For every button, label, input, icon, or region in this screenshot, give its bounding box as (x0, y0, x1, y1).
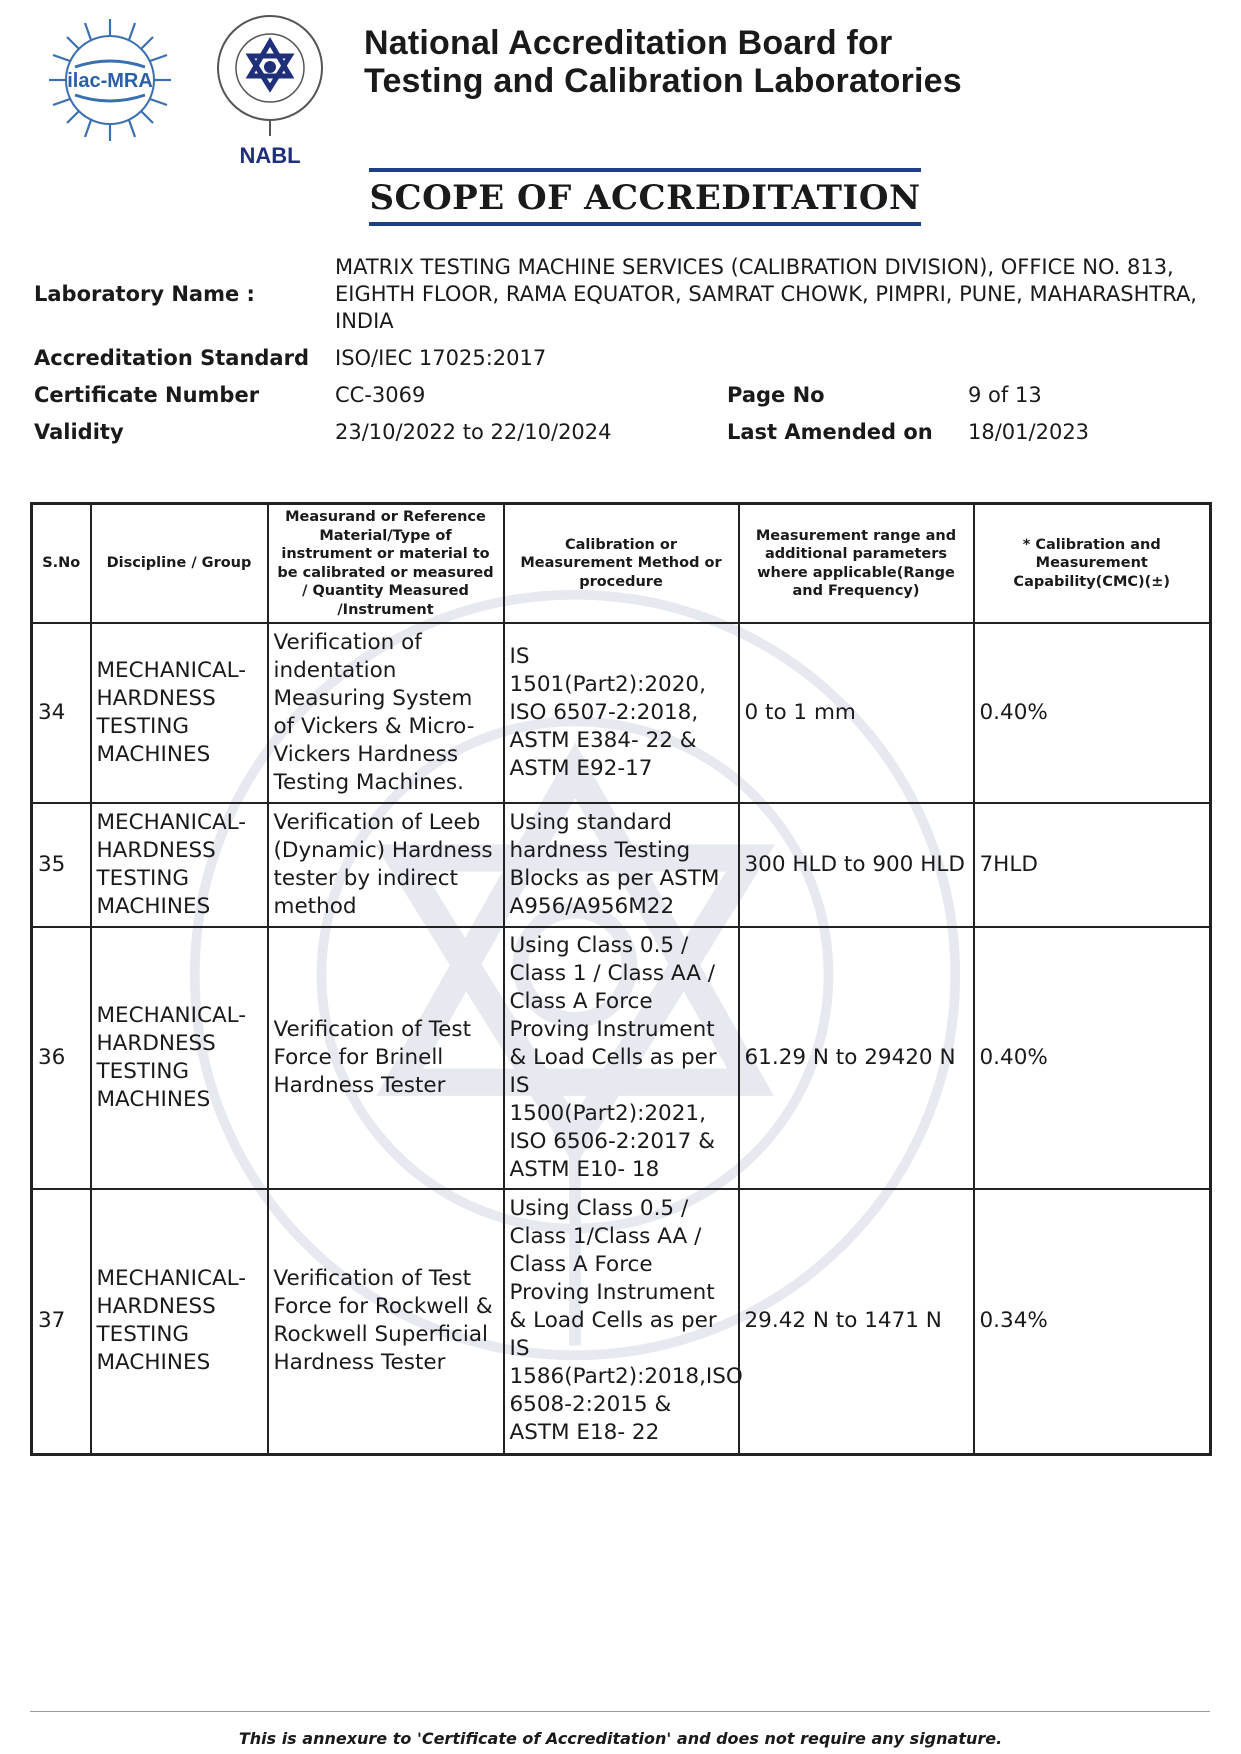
certificate-number-label: Certificate Number (34, 383, 260, 407)
cell-measurand: Verification of Leeb (Dynamic) Hardness tester by indirect method (268, 803, 504, 927)
cell-discipline: MECHANICAL- HARDNESS TESTING MACHINES (91, 623, 268, 803)
cell-method: Using standard hardness Testing Blocks as per ASTM A956/A956M22 (504, 803, 739, 927)
cell-sno: 37 (32, 1189, 91, 1454)
last-amended-label: Last Amended on (727, 420, 933, 444)
scope-title-block (369, 168, 921, 226)
table-row (32, 927, 1211, 1189)
table-row (32, 1189, 1211, 1454)
last-amended-value: 18/01/2023 (968, 420, 1090, 444)
cell-range: 300 HLD to 900 HLD (739, 803, 974, 927)
cell-sno: 35 (32, 803, 91, 927)
scope-table (30, 502, 1212, 1456)
cell-discipline: MECHANICAL- HARDNESS TESTING MACHINES (91, 927, 268, 1189)
header-sno: S.No (32, 504, 91, 624)
header-method: Calibration or Measurement Method or procedure (504, 504, 739, 624)
cell-method: Using Class 0.5 / Class 1/Class AA / Class A Force Proving Instrument & Load Cells as per IS 1586(Part2):2018,ISO 6508-2:2015 & ASTM E18- 22 (504, 1189, 739, 1454)
cell-cmc: 0.40% (974, 623, 1211, 803)
cell-sno: 36 (32, 927, 91, 1189)
cell-range: 29.42 N to 1471 N (739, 1189, 974, 1454)
lab-name-line-3: INDIA (335, 309, 394, 333)
standard-label: Accreditation Standard (34, 346, 309, 370)
cell-method: Using Class 0.5 / Class 1 / Class AA / Class A Force Proving Instrument & Load Cells as per IS 1500(Part2):2021, ISO 6506-2:2017 & ASTM E10- 18 (504, 927, 739, 1189)
cell-method: IS 1501(Part2):2020, ISO 6507-2:2018, ASTM E384- 22 & ASTM E92-17 (504, 623, 739, 803)
lab-name-value (335, 254, 1197, 335)
scope-title: SCOPE OF ACCREDITATION (369, 178, 921, 218)
certificate-number-value: CC-3069 (335, 383, 426, 407)
nabl-logo (210, 12, 330, 172)
svg-text:NABL: NABL (239, 143, 301, 168)
header-range: Measurement range and additional parameters where applicable(Range and Frequency) (739, 504, 974, 624)
table-row (32, 803, 1211, 927)
scope-bottom-rule (369, 222, 921, 226)
table-header-row (32, 504, 1211, 624)
cell-cmc: 0.40% (974, 927, 1211, 1189)
svg-text:ilac-MRA: ilac-MRA (67, 70, 153, 92)
table-row (32, 623, 1211, 803)
cell-measurand: Verification of Test Force for Rockwell & Rockwell Superficial Hardness Tester (268, 1189, 504, 1454)
cell-measurand: Verification of Test Force for Brinell Hardness Tester (268, 927, 504, 1189)
validity-label: Validity (34, 420, 124, 444)
cell-discipline: MECHANICAL- HARDNESS TESTING MACHINES (91, 1189, 268, 1454)
cell-measurand: Verification of indentation Measuring System of Vickers & Micro-Vickers Hardness Testing Machines. (268, 623, 504, 803)
cell-range: 61.29 N to 29420 N (739, 927, 974, 1189)
footer-note: This is annexure to 'Certificate of Accreditation' and does not require any signature. (238, 1729, 1003, 1748)
validity-value: 23/10/2022 to 22/10/2024 (335, 420, 612, 444)
cell-discipline: MECHANICAL- HARDNESS TESTING MACHINES (91, 803, 268, 927)
cell-cmc: 0.34% (974, 1189, 1211, 1454)
ilac-mra-logo (45, 15, 175, 145)
page-no-label: Page No (727, 383, 825, 407)
lab-name-label: Laboratory Name : (34, 282, 255, 306)
organization-name (364, 24, 962, 100)
standard-value: ISO/IEC 17025:2017 (335, 346, 547, 370)
header-cmc: * Calibration and Measurement Capability(CMC)(±) (974, 504, 1211, 624)
cell-cmc: 7HLD (974, 803, 1211, 927)
footer-divider (30, 1711, 1210, 1712)
org-name-line-2: Testing and Calibration Laboratories (364, 62, 962, 100)
org-name-line-1: National Accreditation Board for (364, 24, 893, 62)
cell-sno: 34 (32, 623, 91, 803)
lab-name-line-2: EIGHTH FLOOR, RAMA EQUATOR, SAMRAT CHOWK, PIMPRI, PUNE, MAHARASHTRA, (335, 282, 1197, 306)
cell-range: 0 to 1 mm (739, 623, 974, 803)
page-no-value: 9 of 13 (968, 383, 1042, 407)
lab-name-line-1: MATRIX TESTING MACHINE SERVICES (CALIBRATION DIVISION), OFFICE NO. 813, (335, 255, 1174, 279)
header-measurand: Measurand or Reference Material/Type of instrument or material to be calibrated or measured / Quantity Measured /Instrument (268, 504, 504, 624)
header-discipline: Discipline / Group (91, 504, 268, 624)
